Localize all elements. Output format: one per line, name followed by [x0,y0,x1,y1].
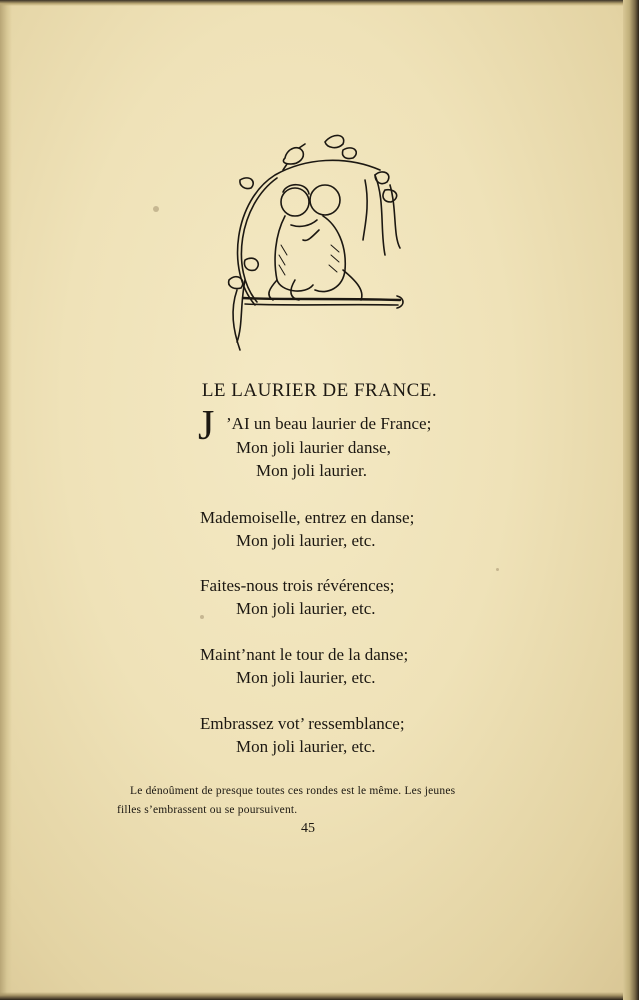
page-number: 45 [301,821,315,836]
stanza-4-line-2: Mon joli laurier, etc. [236,668,376,687]
stanza-5-line-1: Embrassez vot’ ressemblance; [200,714,405,733]
stanza-1-line-3: Mon joli laurier. [256,461,367,480]
poem-title: LE LAURIER DE FRANCE. [201,380,438,401]
stanza-2-line-2: Mon joli laurier, etc. [236,531,376,550]
paper-speck [200,615,204,619]
stanza-3-line-1: Faites-nous trois révérences; [200,576,395,595]
page-right-edge [623,0,639,1000]
stanza-3-line-2: Mon joli laurier, etc. [236,599,376,618]
drop-cap-letter: J [198,403,215,449]
stanza-5-line-2: Mon joli laurier, etc. [236,737,376,756]
children-vignette-illustration [215,130,415,360]
footnote-line-1: Le dénoûment de presque toutes ces rondes est le même. Les jeunes [130,785,456,797]
stanza-1-line-1: ’AI un beau laurier de France; [226,414,432,433]
page-top-edge [0,0,639,6]
stanza-2-line-1: Mademoiselle, entrez en danse; [200,508,415,527]
page-bottom-edge [0,992,639,1000]
stanza-4-line-1: Maint’nant le tour de la danse; [200,645,409,664]
stanza-1-line-2: Mon joli laurier danse, [236,438,391,457]
footnote-line-2: filles s’embrassent ou se poursuivent. [117,804,298,816]
paper-speck [153,206,159,212]
page-left-edge [0,0,12,1000]
paper-speck [496,568,499,571]
